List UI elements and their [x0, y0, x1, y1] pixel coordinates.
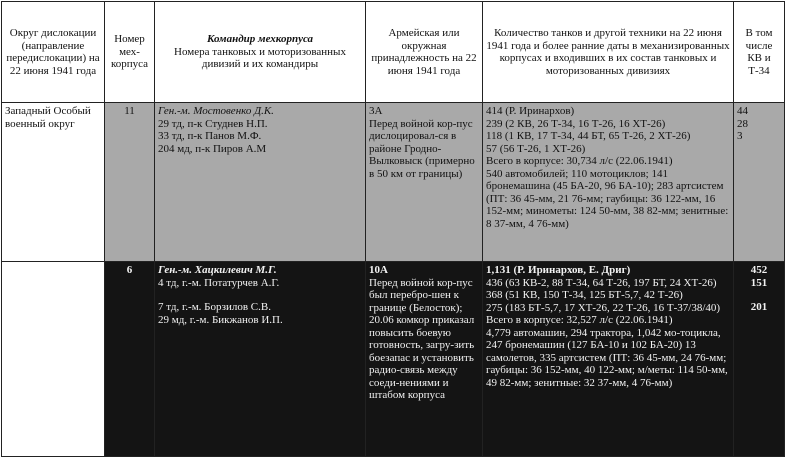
technics-cell [483, 103, 734, 262]
division-line: 204 мд, п-к Пиров А.М [158, 142, 267, 155]
corps-number-cell: 11 [105, 103, 155, 262]
kv-value: 44 [737, 105, 748, 117]
division-tanks: 239 (2 КВ, 26 Т-34, 16 Т-26, 16 ХТ-26) [486, 117, 666, 130]
personnel-total: Всего в корпусе: 32,527 л/с (22.06.1941) [486, 314, 673, 326]
commander-cell [155, 103, 366, 262]
kv-t34-cell [734, 262, 785, 457]
table-row [2, 103, 785, 262]
division-tanks: 57 (56 Т-26, 1 ХТ-26) [486, 142, 586, 155]
kv-value: 151 [750, 276, 768, 289]
equipment-list: 540 автомобилей; 110 мотоциклов; 141 бронемашина (45 БА-20, 96 БА-10); 283 артсистем (ПТ: 36 45-мм, 21 76-мм; гаубицы: 36 122-мм, 16 152-мм; минометы: 124 50-мм, 38 82-мм; зенитные: 8 37-мм, 4 76-мм) [486, 167, 729, 230]
technics-cell [483, 262, 734, 457]
district-cell: Западный Особый военный округ [2, 103, 105, 262]
district-cell [2, 262, 105, 457]
division-line: 29 мд, г.-м. Бикжанов И.П. [158, 313, 283, 326]
army-name: 10А [369, 264, 388, 276]
division-tanks: 275 (183 БТ-5,7, 17 ХТ-26, 22 Т-26, 16 Т-37/38/40) [486, 301, 721, 314]
division-tanks: 118 (1 КВ, 17 Т-34, 44 БТ, 65 Т-26, 2 ХТ-26) [486, 130, 691, 142]
header-kv-t34: В том числе КВ и Т-34 [734, 2, 785, 103]
header-district: Округ дислокации (направление передислокации) на 22 июня 1941 года [2, 2, 105, 103]
equipment-list: 4,779 автомашин, 294 трактора, 1,042 мо-тоцикла, 247 бронемашин (127 БА-10 и 102 БА-20) 13 самолетов, 335 артсистем (ПТ: 36 45-мм, 24 76-мм; гаубицы: 36 152-мм, 40 122-мм; м/меты: 114 50-мм, 49 82-мм; зенитные: 32 37-мм, 4 76-мм) [486, 326, 728, 389]
header-commander [155, 2, 366, 103]
header-row [2, 2, 785, 103]
tank-total: 1,131 (Р. Иринархов, Е. Дриг) [486, 264, 631, 276]
army-name: 3А [369, 105, 383, 117]
header-corps-number: Номер мех-корпуса [105, 2, 155, 103]
division-line: 4 тд, г.-м. Потатурчев А.Г. [158, 276, 280, 289]
header-commander-title: Командир мехкорпуса [206, 33, 314, 46]
army-cell [366, 262, 483, 457]
tank-total: 414 (Р. Иринархов) [486, 105, 575, 117]
kv-value: 452 [750, 264, 768, 276]
division-tanks: 436 (63 КВ-2, 88 Т-34, 64 Т-26, 197 БТ, 24 ХТ-26) [486, 276, 717, 289]
commander-name: Ген.-м. Хацкилевич М.Г. [158, 264, 277, 276]
personnel-total: Всего в корпусе: 30,734 л/с (22.06.1941) [486, 155, 673, 167]
header-technics: Количество танков и другой техники на 22 июня 1941 года и более ранние даты в механизированных корпусах и входивших в их состав танковых и моторизованных дивизиях [483, 2, 734, 103]
army-cell [366, 103, 483, 262]
header-commander-sub: Номера танковых и моторизованных дивизий и их командиры [174, 45, 346, 71]
kv-value: 3 [737, 130, 743, 142]
header-army: Армейская или окружная принадлежность на 22 июня 1941 года [366, 2, 483, 103]
table-row [2, 262, 785, 457]
kv-value: 28 [737, 117, 748, 130]
commander-cell [155, 262, 366, 457]
tank-corps-table [1, 1, 785, 457]
commander-name: Ген.-м. Мостовенко Д.К. [158, 105, 274, 117]
kv-t34-cell [734, 103, 785, 262]
corps-number-cell: 6 [105, 262, 155, 457]
army-note: Перед войной кор-пус дислоцировал-ся в районе Гродно-Вылковыск (примерно в 50 км от границы) [369, 117, 475, 180]
division-line: 7 тд, г.-м. Борзилов С.В. [158, 301, 271, 313]
division-tanks: 368 (51 КВ, 150 Т-34, 125 БТ-5,7, 42 Т-26) [486, 289, 683, 301]
division-line: 29 тд, п-к Студнев Н.П. [158, 117, 268, 130]
division-line: 33 тд, п-к Панов М.Ф. [158, 130, 262, 142]
army-note: Перед войной кор-пус был перебро-шен к границе (Белосток); 20.06 комкор приказал повысить боевую готовность, загру-зить боезапас и установить радио-связь между соеди-нениями и штабом корпуса [369, 276, 475, 401]
kv-value: 201 [750, 301, 768, 313]
